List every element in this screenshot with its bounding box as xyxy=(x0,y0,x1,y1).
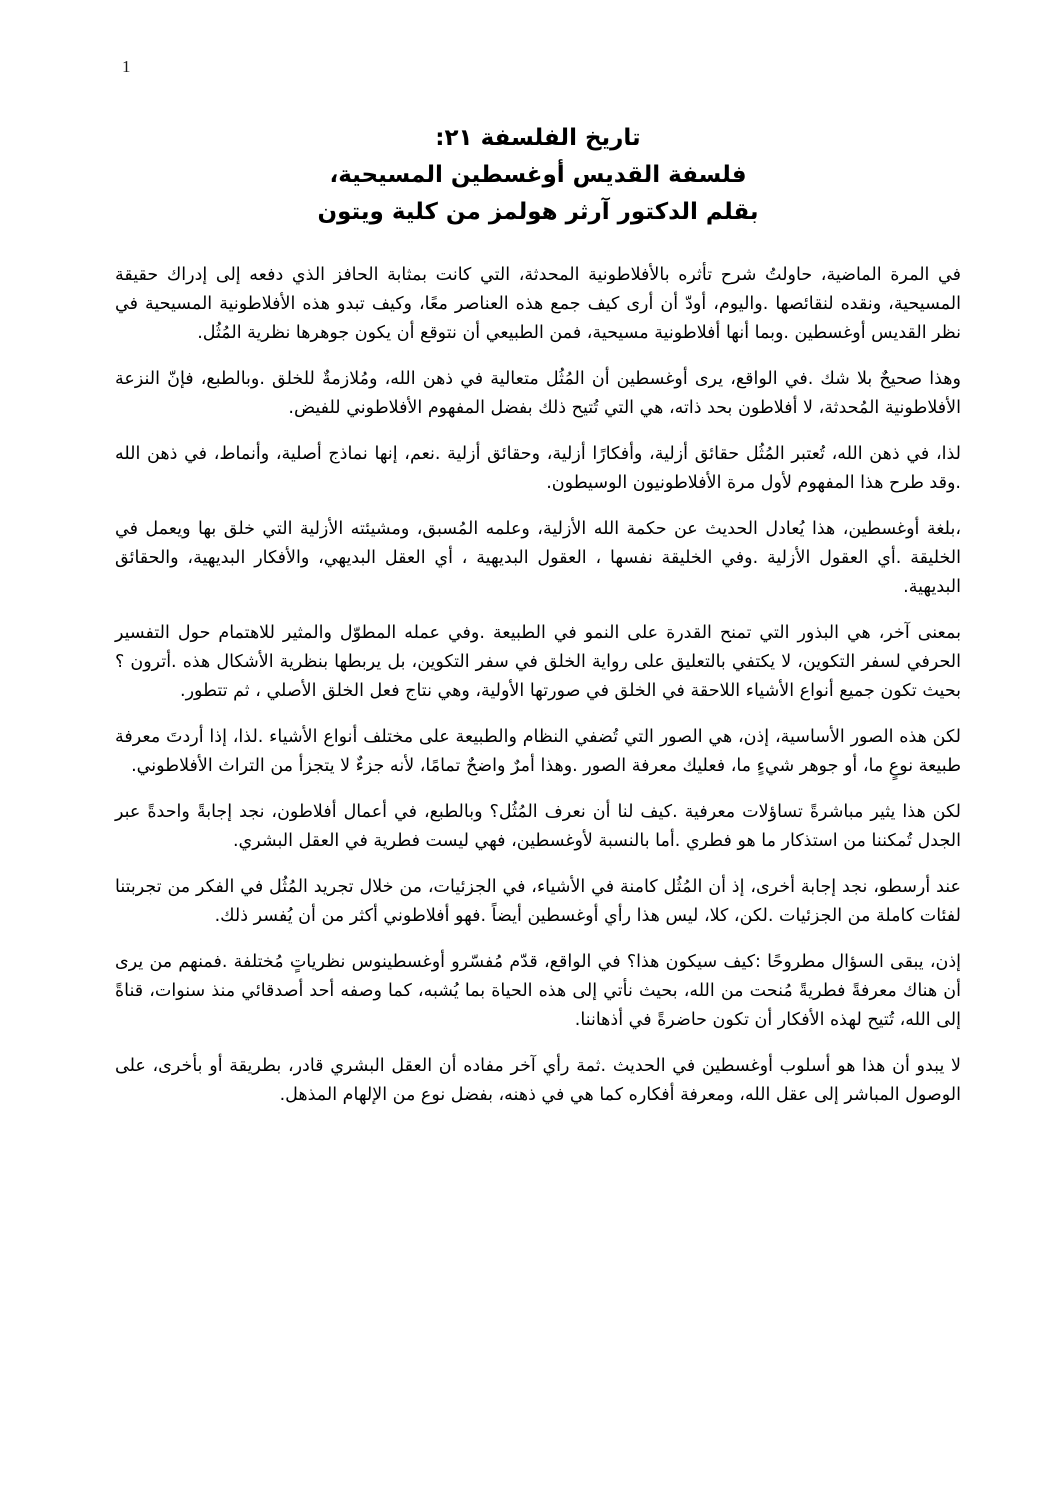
document-body xyxy=(115,261,961,1110)
paragraph: لكن هذا يثير مباشرةً تساؤلات معرفية .كيف لنا أن نعرف المُثُل؟ وبالطبع، في أعمال أفلاطون، نجد إجابةً واحدةً عبر الجدل تُمكننا من استذكار ما هو فطري .أما بالنسبة لأوغسطين، فهي ليست فطرية في العقل البشري. xyxy=(115,802,961,851)
paragraph: لكن هذه الصور الأساسية، إذن، هي الصور التي تُضفي النظام والطبيعة على مختلف أنواع الأشياء .لذا، إذا أردتَ معرفة طبيعة نوعٍ ما، أو جوهر شيءٍ ما، فعليك معرفة الصور .وهذا أمرٌ واضحٌ تمامًا، لأنه جزءٌ لا يتجزأ من التراث الأفلاطوني. xyxy=(115,727,961,776)
title-line-series: تاريخ الفلسفة ٢١: xyxy=(435,125,641,151)
paragraph: إذن، يبقى السؤال مطروحًا :كيف سيكون هذا؟ في الواقع، قدّم مُفسّرو أوغسطينوس نظرياتٍ مُختلفة .فمنهم من يرى أن هناك معرفةً فطريةً مُنحت من الله، بحيث نأتي إلى هذه الحياة بما يُشبه، كما وصفه أحد أصدقائي منذ سنوات، قناةً إلى الله، تُتيح لهذه الأفكار أن تكون حاضرةً في أذهاننا. xyxy=(115,952,961,1030)
paragraph: لذا، في ذهن الله، تُعتبر المُثُل حقائق أزلية، وأفكارًا أزلية، وحقائق أزلية .نعم، إنها نماذج أصلية، وأنماط، في ذهن الله .وقد طرح هذا المفهوم لأول مرة الأفلاطونيون الوسيطون. xyxy=(115,444,961,493)
title-line-subject: فلسفة القديس أوغسطين المسيحية، xyxy=(329,162,747,188)
title-line-author: بقلم الدكتور آرثر هولمز من كلية ويتون xyxy=(317,199,759,225)
document-title xyxy=(115,120,961,231)
paragraph: بمعنى آخر، هي البذور التي تمنح القدرة على النمو في الطبيعة .وفي عمله المطوّل والمثير للاهتمام حول التفسير الحرفي لسفر التكوين، لا يكتفي بالتعليق على رواية الخلق في سفر التكوين، بل يربطها بنظرية الأشكال هذه .أترون ؟ بحيث تكون جميع أنواع الأشياء اللاحقة في الخلق في صورتها الأولية، وهي نتاج فعل الخلق الأصلي ، ثم تتطور. xyxy=(115,623,961,701)
paragraph: عند أرسطو، نجد إجابة أخرى، إذ أن المُثُل كامنة في الأشياء، في الجزئيات، من خلال تجريد المُثُل في الفكر من تجربتنا لفئات كاملة من الجزئيات .لكن، كلا، ليس هذا رأي أوغسطين أيضاً .فهو أفلاطوني أكثر من أن يُفسر ذلك. xyxy=(115,877,961,926)
paragraph: وهذا صحيحٌ بلا شك .في الواقع، يرى أوغسطين أن المُثُل متعالية في ذهن الله، ومُلازمةٌ للخلق .وبالطبع، فإنّ النزعة الأفلاطونية المُحدثة، لا أفلاطون بحد ذاته، هي التي تُتيح ذلك بفضل المفهوم الأفلاطوني للفيض. xyxy=(115,369,961,418)
paragraph: لا يبدو أن هذا هو أسلوب أوغسطين في الحديث .ثمة رأي آخر مفاده أن العقل البشري قادر، بطريقة أو بأخرى، على الوصول المباشر إلى عقل الله، ومعرفة أفكاره كما هي في ذهنه، بفضل نوع من الإلهام المذهل. xyxy=(115,1056,961,1105)
paragraph: في المرة الماضية، حاولتُ شرح تأثره بالأفلاطونية المحدثة، التي كانت بمثابة الحافز الذي دفعه إلى إدراك حقيقة المسيحية، ونقده لنقائصها .واليوم، أودّ أن أرى كيف جمع هذه العناصر معًا، وكيف تبدو هذه الأفلاطونية المسيحية في نظر القديس أوغسطين .وبما أنها أفلاطونية مسيحية، فمن الطبيعي أن نتوقع أن يكون جوهرها نظرية المُثُل. xyxy=(115,265,961,343)
paragraph: ،بلغة أوغسطين، هذا يُعادل الحديث عن حكمة الله الأزلية، وعلمه المُسبق، ومشيئته الأزلية التي خلق بها ويعمل في الخليقة .أي العقول الأزلية .وفي الخليقة نفسها ، العقول البديهية ، أي العقل البديهي، والأفكار البديهية، والحقائق البديهية. xyxy=(115,519,961,597)
page-number: 1 xyxy=(122,57,131,76)
